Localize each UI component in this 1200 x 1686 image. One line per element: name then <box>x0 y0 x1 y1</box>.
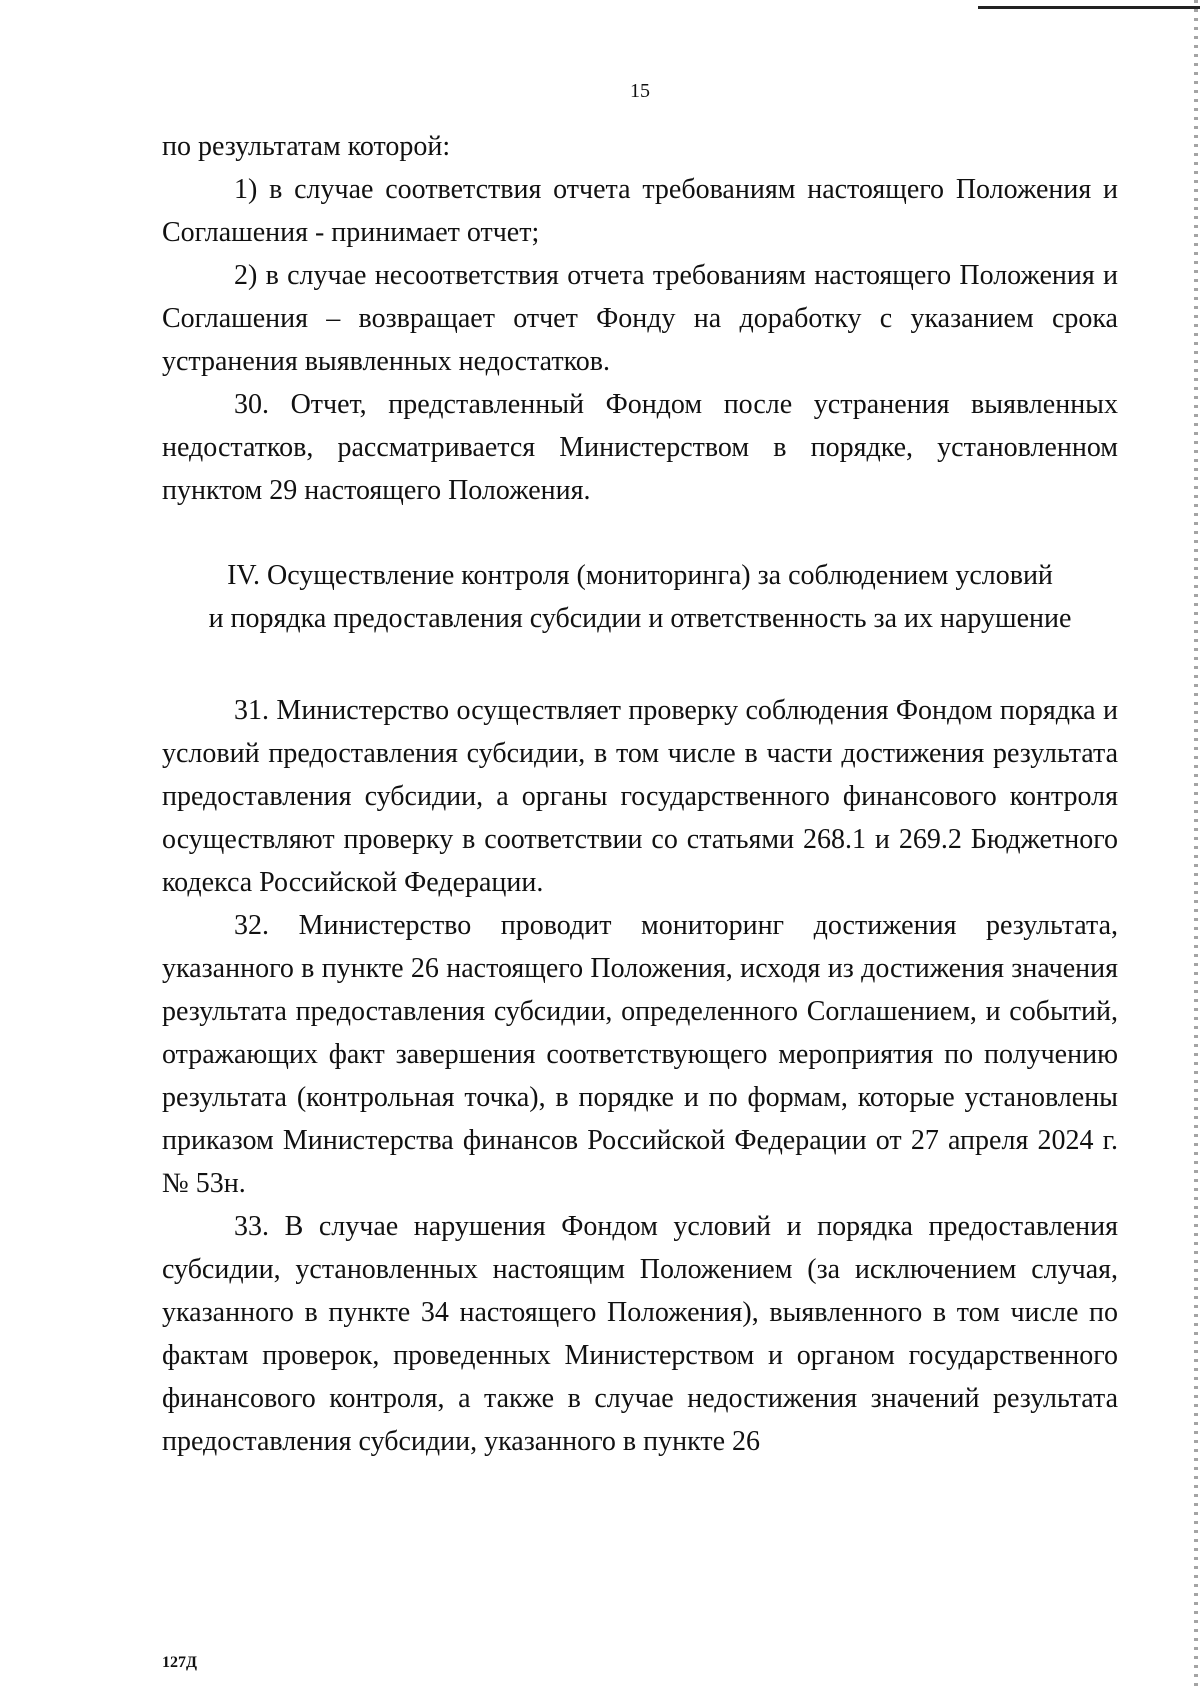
document-code: 127Д <box>162 1654 198 1671</box>
paragraph-continuation: по результатам которой: <box>162 131 451 162</box>
paragraph-item-2: 2) в случае несоответствия отчета требованиям настоящего Положения и Соглашения – возвращает отчет Фонду на доработку с указанием срока устранения выявленных недостатков. <box>162 260 1118 377</box>
paragraph-31: 31. Министерство осуществляет проверку соблюдения Фондом порядка и условий предоставления субсидии, в том числе в части достижения результата предоставления субсидии, а органы государственного финансового контроля осуществляют проверку в соответствии со статьями 268.1 и 269.2 Бюджетного кодекса Российской Федерации. <box>162 695 1118 898</box>
paragraph-33: 33. В случае нарушения Фондом условий и порядка предоставления субсидии, установленных настоящим Положением (за исключением случая, указанного в пункте 34 настоящего Положения), выявленного в том числе по фактам проверок, проведенных Министерством и органом государственного финансового контроля, а также в случае недостижения значений результата предоставления субсидии, указанного в пункте 26 <box>162 1211 1118 1457</box>
page-number: 15 <box>630 80 650 102</box>
section-heading <box>162 554 1118 640</box>
paragraph-item-1: 1) в случае соответствия отчета требованиям настоящего Положения и Соглашения - принимает отчет; <box>162 174 1118 248</box>
paragraph-32: 32. Министерство проводит мониторинг достижения результата, указанного в пункте 26 настоящего Положения, исходя из достижения значения результата предоставления субсидии, определенного Соглашением, и событий, отражающих факт завершения соответствующего мероприятия по получению результата (контрольная точка), в порядке и по формам, которые установлены приказом Министерства финансов Российской Федерации от 27 апреля 2024 г. № 53н. <box>162 910 1118 1199</box>
document-body <box>162 125 1118 1463</box>
scan-artifact-right-edge <box>1194 0 1198 1686</box>
section-heading-line-1: IV. Осуществление контроля (мониторинга) за соблюдением условий <box>227 560 1053 591</box>
paragraph-30: 30. Отчет, представленный Фондом после устранения выявленных недостатков, рассматривается Министерством в порядке, установленном пунктом 29 настоящего Положения. <box>162 389 1118 506</box>
section-heading-line-2: и порядка предоставления субсидии и ответственность за их нарушение <box>208 603 1072 634</box>
scan-artifact-top-line <box>978 6 1200 9</box>
